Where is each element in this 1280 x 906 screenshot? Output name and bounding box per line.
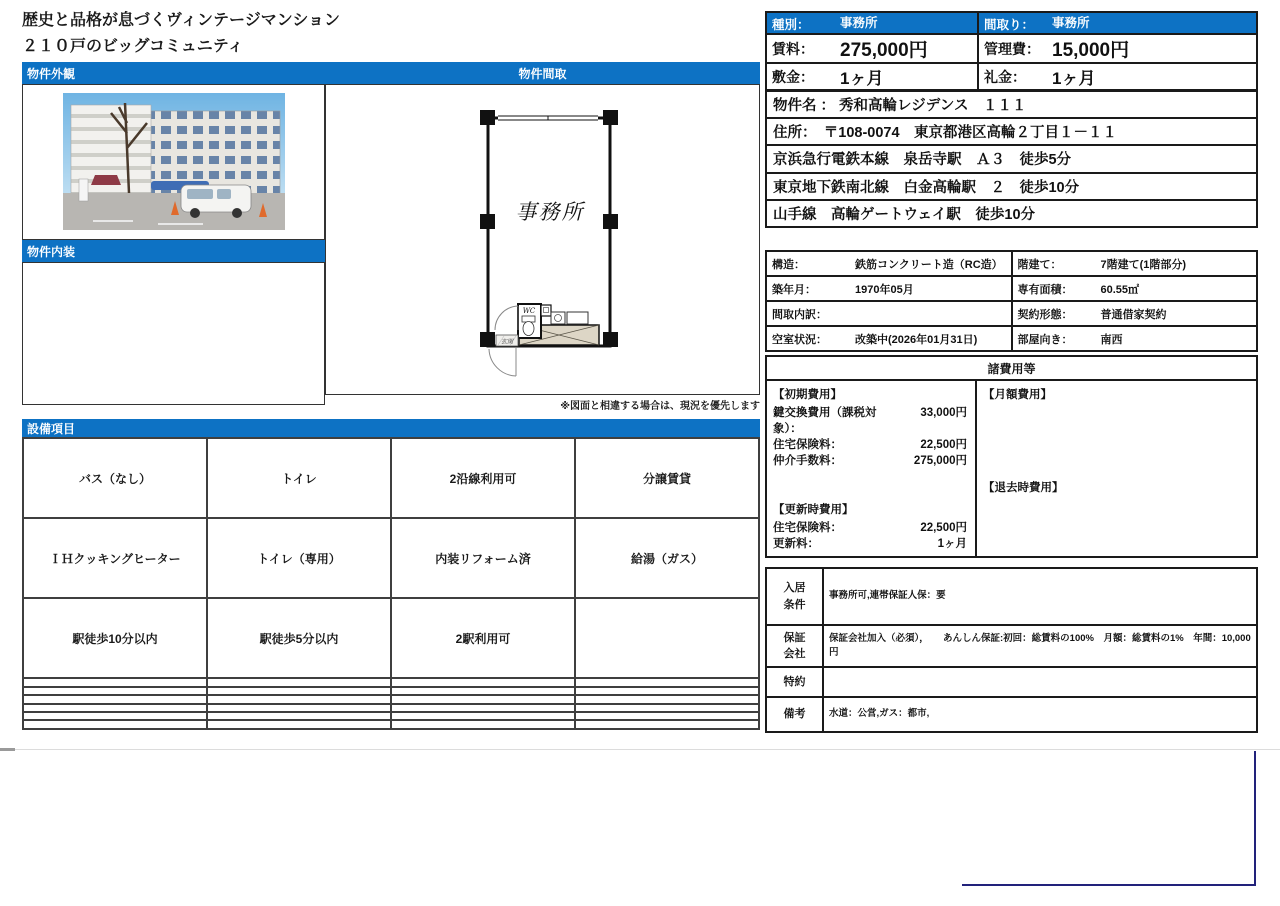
table-row [766,12,1257,34]
equipment-cell: ＩＨクッキングヒーター [23,518,207,598]
equipment-cell [575,678,759,686]
vacancy-label: 空室状況： [772,333,827,346]
details-table [765,250,1258,352]
equipment-cell: バス（なし） [23,438,207,518]
equipment-cell [575,687,759,695]
fee-value: 22,500円 [920,439,967,451]
equipment-cell: 2駅利用可 [391,598,575,678]
structure-value: 鉄筋コンクリート造（RC造） [855,258,1003,271]
fees-left-column [767,381,977,556]
monthly-fees-title: 【月額費用】 [983,389,1052,401]
equipment-cell [575,695,759,703]
equipment-cell [391,678,575,686]
table-row [23,695,759,703]
fee-item [773,453,967,469]
equipment-cell [207,704,391,712]
remarks-label: 備考 [766,697,823,732]
fees-box [765,355,1258,558]
built-value: 1970年05月 [855,283,914,296]
floorplan-note: ※図面と相違する場合は、現況を優先します [560,401,760,412]
built-label: 築年月： [772,283,816,296]
mgmt-fee-label: 管理費： [984,40,1040,57]
layout-value: 事務所 [1052,16,1090,31]
initial-fees-title: 【初期費用】 [773,389,842,401]
move-in-conditions-value: 事務所可,連帯保証人保：要 [823,568,1257,625]
fees-title: 諸費用等 [767,357,1256,381]
key-money-label: 礼金： [984,68,1026,85]
guarantor-company-label: 保証会社 [766,625,823,667]
floorplan-room-label: 事務所 [515,200,585,224]
move-in-conditions-label: 入居条件 [766,568,823,625]
equipment-cell: 内装リフォーム済 [391,518,575,598]
equipment-cell [575,720,759,729]
special-terms-value [823,667,1257,697]
deposit-cell [766,63,978,90]
table-row [766,568,1257,625]
equipment-cell [207,687,391,695]
rent-cell [766,34,978,63]
fee-label: 住宅保険料： [773,522,842,534]
access-row: 京浜急行電鉄本線 泉岳寺駅 Ａ３ 徒歩5分 [765,144,1258,173]
headline-line2: ２１０戸のビッグコミュニティ [22,38,244,55]
equipment-cell [207,712,391,720]
fee-item [773,437,967,453]
type-value: 事務所 [840,16,878,31]
floorplan-box [325,84,760,395]
renewal-fees-title: 【更新時費用】 [773,504,854,516]
table-row [23,720,759,729]
floors-value: 7階建て(1階部分) [1100,258,1187,271]
exterior-section-header [22,62,325,84]
type-cell [766,12,978,34]
property-info [765,90,1258,228]
table-row [766,697,1257,732]
equipment-cell: トイレ（専用） [207,518,391,598]
deposit-value: 1ヶ月 [840,69,884,88]
rent-label: 賃料： [772,40,814,57]
equipment-cell [23,704,207,712]
fee-label: 仲介手数料： [773,455,842,467]
fee-label: 住宅保険料： [773,439,842,451]
equipment-cell [23,687,207,695]
conditions-table [765,567,1258,733]
exterior-photo-box [22,84,325,240]
table-row [766,625,1257,667]
frame-right-border [1254,751,1256,885]
layout-cell [978,12,1257,34]
floorplan-title: 物件間取 [518,66,567,81]
special-terms-label: 特約 [766,667,823,697]
table-row [766,301,1257,326]
key-money-cell [978,63,1257,90]
equipment-cell [391,695,575,703]
fee-item [773,520,967,536]
fee-label: 鍵交換費用（課税対象）： [773,407,877,435]
equipment-cell [391,687,575,695]
equipment-cell [23,720,207,729]
layout-detail-label: 間取内訳： [772,308,827,321]
exterior-title: 物件外観 [27,66,76,81]
contract-value: 普通借家契約 [1100,308,1167,321]
floors-label: 階建て： [1017,258,1062,271]
type-label: 種別： [772,17,810,32]
equipment-cell: 2沿線利用可 [391,438,575,518]
fee-item [773,405,967,437]
facing-label: 部屋向き： [1017,333,1073,346]
headline-line1: 歴史と品格が息づくヴィンテージマンション [22,12,341,29]
equipment-table [22,437,760,730]
deposit-label: 敷金： [772,68,814,85]
page-separator-stub [0,748,15,751]
equipment-section-header [22,419,760,437]
interior-section-header [22,240,325,262]
equipment-cell: 駅徒歩5分以内 [207,598,391,678]
structure-label: 構造： [772,258,805,271]
equipment-cell: 分譲賃貸 [575,438,759,518]
summary-table [765,11,1258,91]
equipment-cell [207,720,391,729]
equipment-cell [23,678,207,686]
equipment-cell: トイレ [207,438,391,518]
equipment-cell [207,678,391,686]
access-row: 東京地下鉄南北線 白金高輪駅 ２ 徒歩10分 [765,172,1258,201]
contract-label: 契約形態： [1017,308,1073,321]
key-money-value: 1ヶ月 [1052,69,1096,88]
layout-label: 間取り： [984,17,1035,32]
table-row [23,598,759,678]
floorplan-section-header [325,62,760,84]
moveout-fees-title: 【退去時費用】 [983,482,1064,494]
table-row [766,34,1257,63]
property-address-row: 住所： 〒108-0074 東京都港区高輪２丁目１－１１ [765,117,1258,146]
table-row [23,518,759,598]
page-separator-line [0,749,1280,750]
equipment-cell [575,598,759,678]
interior-title: 物件内装 [27,244,76,259]
access-row: 山手線 高輪ゲートウェイ駅 徒歩10分 [765,199,1258,228]
floorplan-wc-label: WC [522,307,536,315]
frame-bottom-border [962,884,1256,886]
fee-item [773,536,967,552]
equipment-cell [391,704,575,712]
area-value: 60.55㎡ [1100,283,1140,296]
equipment-cell [391,720,575,729]
equipment-cell [575,712,759,720]
fees-right-column [977,381,1256,556]
table-row [23,712,759,720]
mgmt-fee-value: 15,000円 [1052,40,1130,61]
mgmt-fee-cell [978,34,1257,63]
equipment-cell [391,712,575,720]
floorplan-drawing [326,85,759,394]
remarks-value: 水道：公営,ガス：都市, [823,697,1257,732]
fee-value: 275,000円 [913,455,967,467]
equipment-cell [23,695,207,703]
equipment-cell [23,712,207,720]
equipment-cell: 給湯（ガス） [575,518,759,598]
property-name-row: 物件名 ： 秀和高輪レジデンス １１１ [765,90,1258,119]
table-row [23,687,759,695]
equipment-title: 設備項目 [27,421,76,436]
rent-value: 275,000円 [840,40,928,61]
guarantor-company-value: 保証会社加入（必須）， あんしん保証:初回：総賃料の100% 月額：総賃料の1% 年間：10,000円 [823,625,1257,667]
facing-value: 南西 [1100,333,1123,346]
table-row [766,251,1257,276]
fee-value: 33,000円 [920,407,967,419]
table-row [766,667,1257,697]
table-row [23,438,759,518]
interior-photo-box [22,262,325,405]
area-label: 専有面積： [1017,283,1073,296]
table-row [766,326,1257,351]
table-row [766,276,1257,301]
exterior-photo [63,93,285,230]
equipment-cell [575,704,759,712]
equipment-cell [207,695,391,703]
table-row [23,678,759,686]
fee-label: 更新料： [773,538,819,550]
table-row [23,704,759,712]
table-row [766,63,1257,90]
floorplan-entrance-label: 玄関 [500,338,514,346]
fee-value: 1ヶ月 [937,538,967,550]
vacancy-value: 改築中(2026年01月31日) [855,333,978,346]
equipment-cell: 駅徒歩10分以内 [23,598,207,678]
headline [22,8,340,60]
fee-value: 22,500円 [920,522,967,534]
